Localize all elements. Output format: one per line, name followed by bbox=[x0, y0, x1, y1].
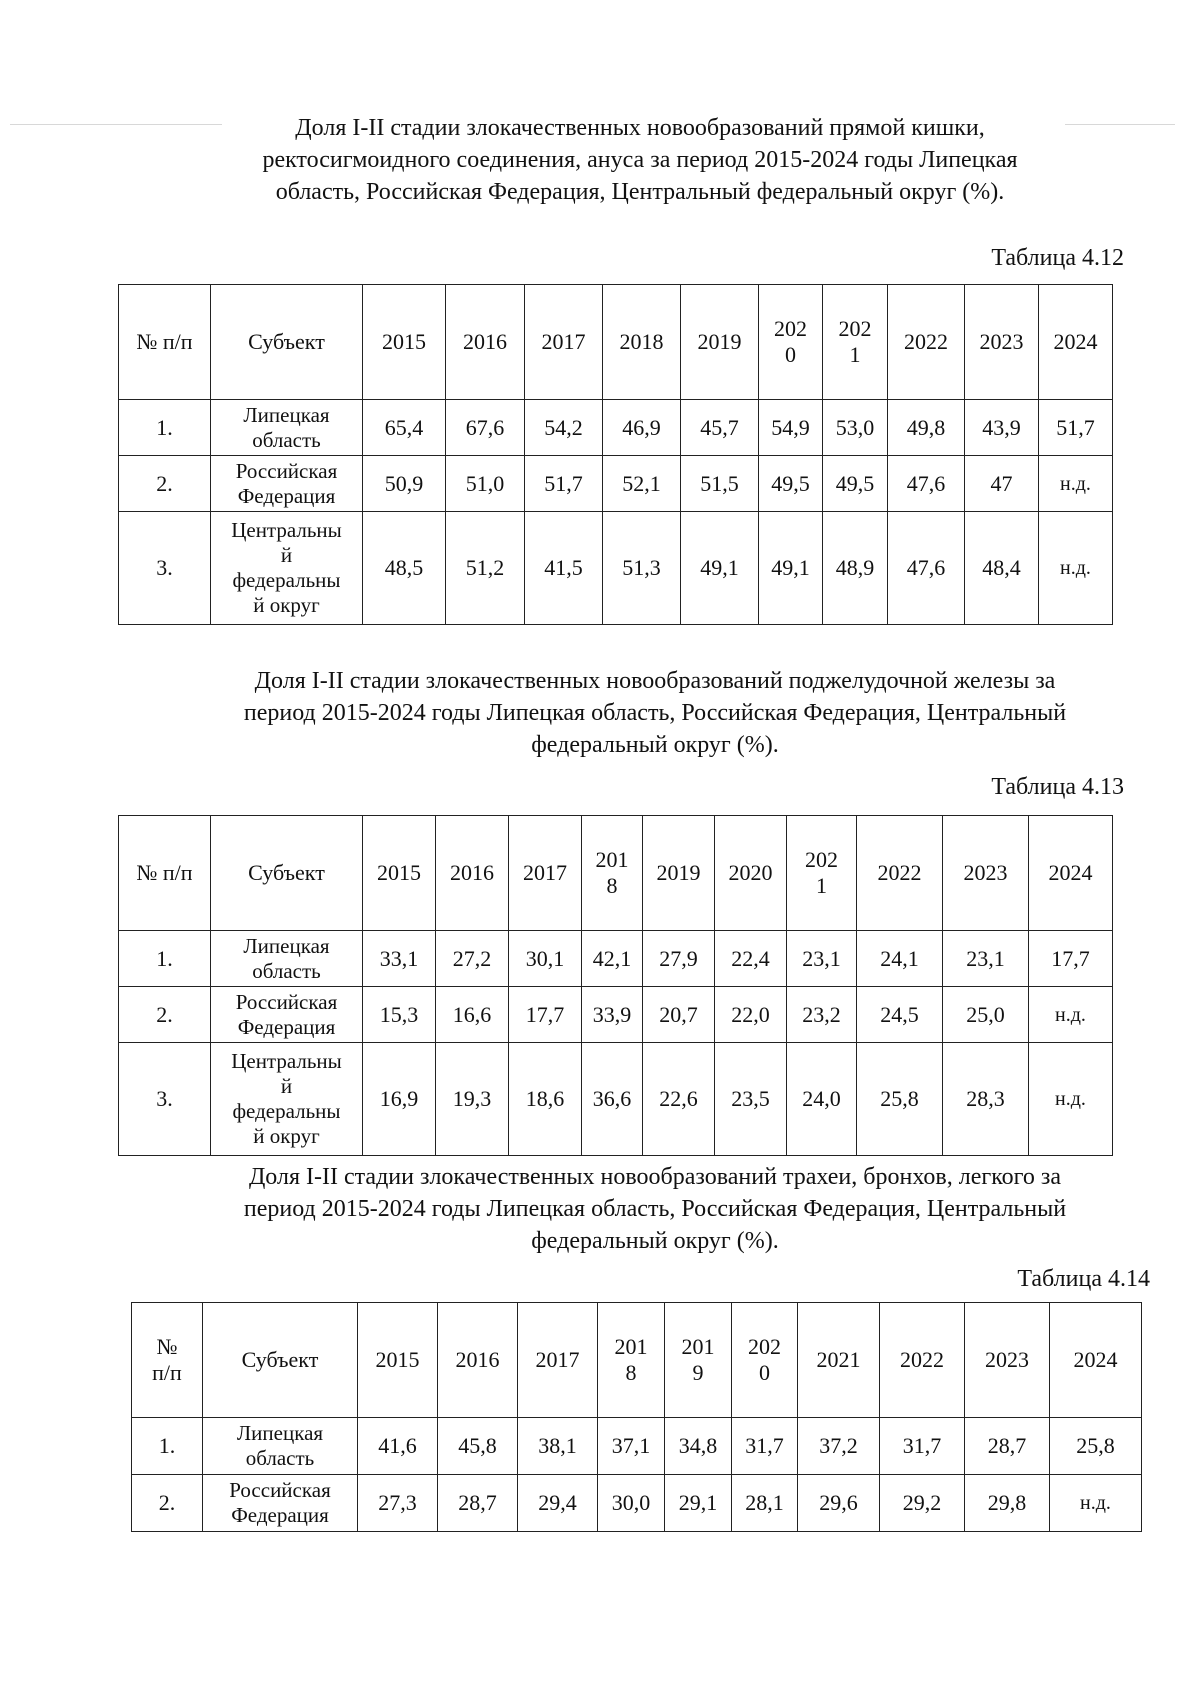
row-number-cell: 1. bbox=[119, 400, 211, 456]
table-cell: 22,0 bbox=[715, 987, 787, 1043]
table-header-cell: Субъект bbox=[211, 285, 363, 400]
table-header-cell: № п/п bbox=[119, 285, 211, 400]
table-header-cell: 2024 bbox=[1039, 285, 1113, 400]
table-cell: 29,1 bbox=[665, 1475, 732, 1532]
table-cell: 49,1 bbox=[759, 512, 823, 625]
table-header-cell: 201 8 bbox=[598, 1303, 665, 1418]
table-cell: 51,0 bbox=[446, 456, 525, 512]
table-cell: 29,8 bbox=[965, 1475, 1050, 1532]
table-label: Таблица 4.13 bbox=[991, 774, 1124, 800]
table-cell: 33,9 bbox=[582, 987, 643, 1043]
table-cell: 15,3 bbox=[363, 987, 436, 1043]
table-cell: 23,1 bbox=[787, 931, 857, 987]
table-cell: 24,0 bbox=[787, 1043, 857, 1156]
table-cell: 27,2 bbox=[436, 931, 509, 987]
table-header-cell: Субъект bbox=[203, 1303, 358, 1418]
table-cell: 45,7 bbox=[681, 400, 759, 456]
table-cell: 49,1 bbox=[681, 512, 759, 625]
table-cell: 51,7 bbox=[525, 456, 603, 512]
subject-cell: Российская Федерация bbox=[211, 987, 363, 1043]
table-header-cell: № п/п bbox=[119, 816, 211, 931]
table-header-cell: 2017 bbox=[525, 285, 603, 400]
row-number-cell: 3. bbox=[119, 1043, 211, 1156]
table-cell: 28,7 bbox=[438, 1475, 518, 1532]
table-cell: 19,3 bbox=[436, 1043, 509, 1156]
table-header-cell: 2024 bbox=[1029, 816, 1113, 931]
table-header-cell: № п/п bbox=[132, 1303, 203, 1418]
section-title: Доля I-II стадии злокачественных новообразований поджелудочной железы за период 2015-2024 годы Липецкая область, Российская Федерация, Центральный федеральный округ (%). bbox=[243, 668, 1067, 758]
subject-cell: Российская Федерация bbox=[203, 1475, 358, 1532]
table-header-cell: 2016 bbox=[436, 816, 509, 931]
table-cell: 65,4 bbox=[363, 400, 446, 456]
table-cell: 47,6 bbox=[888, 512, 965, 625]
table-header-cell: 2015 bbox=[358, 1303, 438, 1418]
table-cell: 29,2 bbox=[880, 1475, 965, 1532]
table-header-cell: Субъект bbox=[211, 816, 363, 931]
table-header-cell: 2017 bbox=[509, 816, 582, 931]
table-cell: 37,1 bbox=[598, 1418, 665, 1475]
row-number-cell: 2. bbox=[119, 987, 211, 1043]
table-header-cell: 2016 bbox=[446, 285, 525, 400]
table-cell: 24,1 bbox=[857, 931, 943, 987]
table-cell: 51,2 bbox=[446, 512, 525, 625]
table-cell: 17,7 bbox=[1029, 931, 1113, 987]
table-header-cell: 2023 bbox=[965, 1303, 1050, 1418]
table-header-row bbox=[132, 1303, 1142, 1418]
table-cell: 51,5 bbox=[681, 456, 759, 512]
table-cell: 18,6 bbox=[509, 1043, 582, 1156]
table-cell: 50,9 bbox=[363, 456, 446, 512]
subject-cell: Центральны й федеральны й округ bbox=[211, 1043, 363, 1156]
table-cell: 16,6 bbox=[436, 987, 509, 1043]
table-cell: 20,7 bbox=[643, 987, 715, 1043]
table-cell: 36,6 bbox=[582, 1043, 643, 1156]
table-cell: 28,3 bbox=[943, 1043, 1029, 1156]
row-number-cell: 1. bbox=[132, 1418, 203, 1475]
table-header-cell: 2023 bbox=[943, 816, 1029, 931]
table-cell: 49,5 bbox=[759, 456, 823, 512]
subject-cell: Центральны й федеральны й округ bbox=[211, 512, 363, 625]
table-row bbox=[119, 1043, 1113, 1156]
table-cell: 48,9 bbox=[823, 512, 888, 625]
table-cell: 54,2 bbox=[525, 400, 603, 456]
table-cell: н.д. bbox=[1039, 512, 1113, 625]
table-cell: 23,1 bbox=[943, 931, 1029, 987]
table-cell: 45,8 bbox=[438, 1418, 518, 1475]
table-header-cell: 201 9 bbox=[665, 1303, 732, 1418]
table-header-cell: 202 1 bbox=[787, 816, 857, 931]
table-header-cell: 2022 bbox=[888, 285, 965, 400]
table-cell: 25,0 bbox=[943, 987, 1029, 1043]
data-table bbox=[118, 815, 1113, 1156]
table-cell: 23,5 bbox=[715, 1043, 787, 1156]
table-cell: 52,1 bbox=[603, 456, 681, 512]
row-number-cell: 1. bbox=[119, 931, 211, 987]
table-row bbox=[132, 1418, 1142, 1475]
table-cell: н.д. bbox=[1039, 456, 1113, 512]
table-header-cell: 2019 bbox=[643, 816, 715, 931]
data-table bbox=[131, 1302, 1142, 1532]
table-header-cell: 202 0 bbox=[732, 1303, 798, 1418]
table-cell: 49,8 bbox=[888, 400, 965, 456]
table-header-row bbox=[119, 816, 1113, 931]
table-cell: 31,7 bbox=[880, 1418, 965, 1475]
table-row bbox=[119, 456, 1113, 512]
table-row bbox=[132, 1475, 1142, 1532]
table-cell: 38,1 bbox=[518, 1418, 598, 1475]
table-cell: 31,7 bbox=[732, 1418, 798, 1475]
table-header-cell: 2018 bbox=[603, 285, 681, 400]
table-cell: 54,9 bbox=[759, 400, 823, 456]
table-header-cell: 2015 bbox=[363, 816, 436, 931]
table-cell: н.д. bbox=[1029, 987, 1113, 1043]
table-cell: 47 bbox=[965, 456, 1039, 512]
table-cell: 29,6 bbox=[798, 1475, 880, 1532]
table-cell: 27,9 bbox=[643, 931, 715, 987]
table-header-cell: 2024 bbox=[1050, 1303, 1142, 1418]
table-cell: н.д. bbox=[1050, 1475, 1142, 1532]
table-row bbox=[119, 931, 1113, 987]
section-title: Доля I-II стадии злокачественных новообразований трахеи, бронхов, легкого за период 2015-2024 годы Липецкая область, Российская Федерация, Центральный федеральный округ (%). bbox=[243, 1164, 1067, 1254]
table-cell: 49,5 bbox=[823, 456, 888, 512]
table-header-row bbox=[119, 285, 1113, 400]
subject-cell: Липецкая область bbox=[211, 931, 363, 987]
table-cell: 28,1 bbox=[732, 1475, 798, 1532]
table-cell: 30,1 bbox=[509, 931, 582, 987]
data-table bbox=[118, 284, 1113, 625]
subject-cell: Липецкая область bbox=[203, 1418, 358, 1475]
table-row bbox=[119, 512, 1113, 625]
section-title: Доля I-II стадии злокачественных новообразований прямой кишки, ректосигмоидного соединения, ануса за период 2015-2024 годы Липецкая область, Российская Федерация, Центральный федеральный округ (%). bbox=[262, 115, 1018, 205]
table-cell: 22,6 bbox=[643, 1043, 715, 1156]
table-cell: 16,9 bbox=[363, 1043, 436, 1156]
table-cell: 48,4 bbox=[965, 512, 1039, 625]
table-header-cell: 2015 bbox=[363, 285, 446, 400]
table-header-cell: 202 0 bbox=[759, 285, 823, 400]
table-label: Таблица 4.12 bbox=[991, 245, 1124, 271]
table-cell: 25,8 bbox=[857, 1043, 943, 1156]
table-cell: 51,3 bbox=[603, 512, 681, 625]
table-cell: 67,6 bbox=[446, 400, 525, 456]
table-row bbox=[119, 400, 1113, 456]
table-header-cell: 2022 bbox=[857, 816, 943, 931]
table-cell: 41,5 bbox=[525, 512, 603, 625]
table-cell: 42,1 bbox=[582, 931, 643, 987]
table-cell: 22,4 bbox=[715, 931, 787, 987]
table-label: Таблица 4.14 bbox=[1017, 1266, 1150, 1292]
scan-dust-line bbox=[1065, 124, 1175, 125]
table-header-cell: 2016 bbox=[438, 1303, 518, 1418]
table-cell: 24,5 bbox=[857, 987, 943, 1043]
subject-cell: Российская Федерация bbox=[211, 456, 363, 512]
table-cell: 48,5 bbox=[363, 512, 446, 625]
table-cell: н.д. bbox=[1029, 1043, 1113, 1156]
table-header-cell: 2017 bbox=[518, 1303, 598, 1418]
table-cell: 43,9 bbox=[965, 400, 1039, 456]
row-number-cell: 2. bbox=[119, 456, 211, 512]
table-cell: 37,2 bbox=[798, 1418, 880, 1475]
table-header-cell: 201 8 bbox=[582, 816, 643, 931]
subject-cell: Липецкая область bbox=[211, 400, 363, 456]
table-cell: 27,3 bbox=[358, 1475, 438, 1532]
table-cell: 41,6 bbox=[358, 1418, 438, 1475]
table-cell: 28,7 bbox=[965, 1418, 1050, 1475]
table-row bbox=[119, 987, 1113, 1043]
table-cell: 46,9 bbox=[603, 400, 681, 456]
table-header-cell: 2020 bbox=[715, 816, 787, 931]
table-cell: 34,8 bbox=[665, 1418, 732, 1475]
table-cell: 33,1 bbox=[363, 931, 436, 987]
table-cell: 17,7 bbox=[509, 987, 582, 1043]
table-cell: 51,7 bbox=[1039, 400, 1113, 456]
row-number-cell: 2. bbox=[132, 1475, 203, 1532]
table-cell: 30,0 bbox=[598, 1475, 665, 1532]
table-header-cell: 2021 bbox=[798, 1303, 880, 1418]
row-number-cell: 3. bbox=[119, 512, 211, 625]
table-cell: 29,4 bbox=[518, 1475, 598, 1532]
table-cell: 25,8 bbox=[1050, 1418, 1142, 1475]
table-header-cell: 202 1 bbox=[823, 285, 888, 400]
table-cell: 47,6 bbox=[888, 456, 965, 512]
table-header-cell: 2022 bbox=[880, 1303, 965, 1418]
scan-dust-line bbox=[10, 124, 222, 125]
table-cell: 53,0 bbox=[823, 400, 888, 456]
table-header-cell: 2019 bbox=[681, 285, 759, 400]
table-header-cell: 2023 bbox=[965, 285, 1039, 400]
table-cell: 23,2 bbox=[787, 987, 857, 1043]
